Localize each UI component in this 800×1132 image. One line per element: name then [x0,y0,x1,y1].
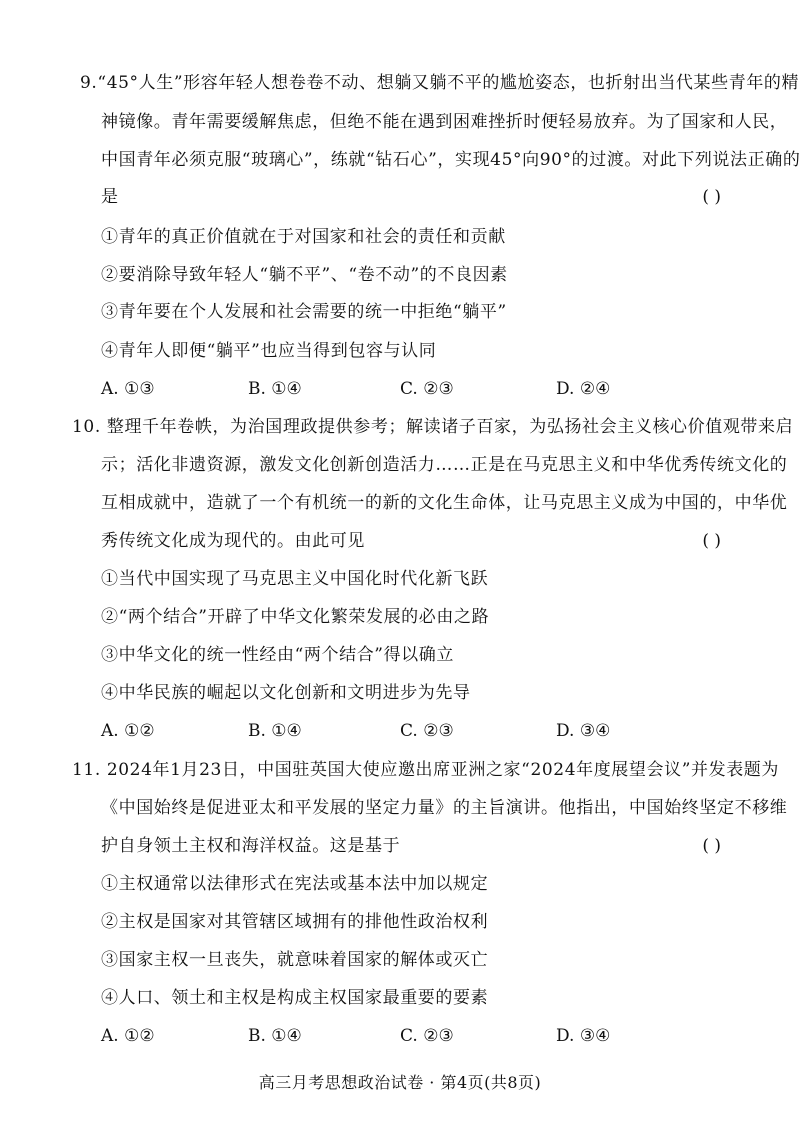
option-c: C. ②③ [400,379,454,399]
statement-3: ③青年要在个人发展和社会需要的统一中拒绝“躺平” [101,302,507,322]
question-stem-last-line [101,186,721,208]
statement-1: ①当代中国实现了马克思主义中国化时代化新飞跃 [101,569,489,589]
option-a: A. ①③ [101,379,155,399]
question-stem-line: 护自身领土主权和海洋权益。这是基于 [101,836,401,856]
answer-parenthesis: ( ) [702,187,721,207]
question-stem-last-line [101,835,721,857]
option-d: D. ②④ [556,379,611,399]
statement-4: ④人口、领土和主权是构成主权国家最重要的要素 [101,988,489,1008]
statement-2: ②主权是国家对其管辖区域拥有的排他性政治权利 [101,912,489,932]
question-stem-line: 《中国始终是促进亚太和平发展的坚定力量》的主旨演讲。他指出，中国始终坚定不移维 [101,798,788,818]
statement-2: ②要消除导致年轻人“躺不平”、“卷不动”的不良因素 [101,265,508,285]
question-stem-line: 11. 2024年1月23日，中国驻英国大使应邀出席亚洲之家“2024年度展望会议”并发表题为 [72,760,779,780]
option-a: A. ①② [101,721,155,741]
statement-3: ③中华文化的统一性经由“两个结合”得以确立 [101,645,454,665]
question-stem-line: 中国青年必须克服“玻璃心”，练就“钻石心”，实现45°向90°的过渡。对此下列说法正确的 [101,150,800,170]
question-stem-line: 9.“45°人生”形容年轻人想卷卷不动、想躺又躺不平的尴尬姿态，也折射出当代某些青年的精 [80,73,800,93]
statement-2: ②“两个结合”开辟了中华文化繁荣发展的必由之路 [101,607,490,627]
question-stem-line: 10. 整理千年卷帙，为治国理政提供参考；解读诸子百家，为弘扬社会主义核心价值观带来启 [72,417,794,437]
statement-1: ①青年的真正价值就在于对国家和社会的责任和贡献 [101,227,506,247]
question-stem-line: 示；活化非遗资源，激发文化创新创造活力……正是在马克思主义和中华优秀传统文化的 [101,455,788,475]
question-stem-line: 是 [101,187,119,207]
statement-3: ③国家主权一旦丧失，就意味着国家的解体或灭亡 [101,950,489,970]
statement-4: ④青年人即便“躺平”也应当得到包容与认同 [101,341,437,361]
question-stem-last-line [101,530,721,552]
option-d: D. ③④ [556,1026,611,1046]
question-stem-line: 神镜像。青年需要缓解焦虑，但绝不能在遇到困难挫折时便轻易放弃。为了国家和人民， [101,112,788,132]
option-b: B. ①④ [248,379,302,399]
question-stem-line: 互相成就中，造就了一个有机统一的新的文化生命体，让马克思主义成为中国的，中华优 [101,493,788,513]
page-footer: 高三月考思想政治试卷 · 第4页(共8页) [258,1073,542,1092]
option-b: B. ①④ [248,721,302,741]
statement-4: ④中华民族的崛起以文化创新和文明进步为先导 [101,683,471,703]
statement-1: ①主权通常以法律形式在宪法或基本法中加以规定 [101,874,489,894]
option-a: A. ①② [101,1026,155,1046]
option-b: B. ①④ [248,1026,302,1046]
answer-parenthesis: ( ) [702,836,721,856]
option-d: D. ③④ [556,721,611,741]
answer-parenthesis: ( ) [702,531,721,551]
option-c: C. ②③ [400,721,454,741]
option-c: C. ②③ [400,1026,454,1046]
question-stem-line: 秀传统文化成为现代的。由此可见 [101,531,365,551]
